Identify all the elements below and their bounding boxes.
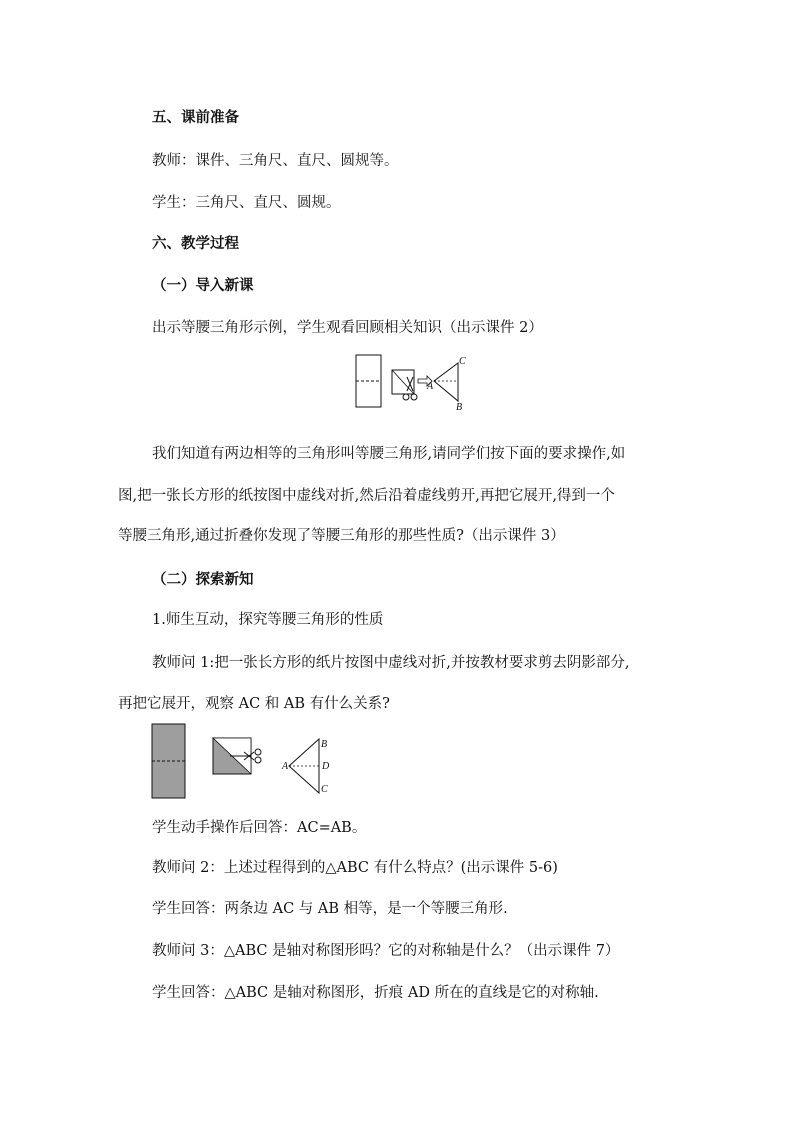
section-heading-6: 六、教学过程 [152, 235, 239, 252]
subsection-heading-intro: （一）导入新课 [152, 277, 254, 294]
fig1-label-c: C [459, 356, 466, 367]
section-heading-5: 五、课前准备 [152, 109, 239, 126]
scissors-icon [403, 377, 417, 400]
fig2-label-c: C [321, 784, 328, 795]
teacher-prep-text: 教师：课件、三角尺、直尺、圆规等。 [152, 153, 399, 169]
paragraph-line-3: 等腰三角形,通过折叠你发现了等腰三角形的那些性质?（出示课件 3） [118, 528, 565, 544]
fig1-label-b: B [456, 402, 463, 413]
fig1-label-a: A [427, 381, 434, 392]
paragraph-line-1: 我们知道有两边相等的三角形叫等腰三角形,请同学们按下面的要求操作,如 [152, 446, 626, 462]
intro-text: 出示等腰三角形示例，学生观看回顾相关知识（出示课件 2） [152, 320, 543, 336]
fig2-label-a: A [282, 761, 289, 772]
question-3-text: 教师问 3：△ABC 是轴对称图形吗？它的对称轴是什么？（出示课件 7） [152, 943, 620, 959]
fig2-label-b: B [321, 739, 328, 750]
answer-3-text: 学生回答：△ABC 是轴对称图形，折痕 AD 所在的直线是它的对称轴. [152, 985, 599, 1001]
folding-figure-1 [355, 355, 475, 415]
answer-2-text: 学生回答：两条边 AC 与 AB 相等，是一个等腰三角形. [152, 901, 508, 917]
answer-1-text: 学生动手操作后回答：AC=AB。 [152, 820, 367, 836]
fig2-label-d: D [322, 761, 330, 772]
triangle-abc [434, 363, 458, 401]
folding-figure-2 [152, 724, 342, 800]
question-1-line-1: 教师问 1:把一张长方形的纸片按图中虚线对折,并按教材要求剪去阴影部分, [152, 655, 630, 671]
item-1-text: 1.师生互动，探究等腰三角形的性质 [152, 612, 384, 628]
subsection-heading-explore: （二）探索新知 [152, 571, 254, 588]
student-prep-text: 学生：三角尺、直尺、圆规。 [152, 195, 341, 211]
question-2-text: 教师问 2：上述过程得到的△ABC 有什么特点？(出示课件 5-6) [152, 860, 558, 876]
paragraph-line-2: 图,把一张长方形的纸按图中虚线对折,然后沿着虚线剪开,再把它展开,得到一个 [118, 488, 615, 504]
question-1-line-2: 再把它展开，观察 AC 和 AB 有什么关系? [118, 696, 390, 712]
